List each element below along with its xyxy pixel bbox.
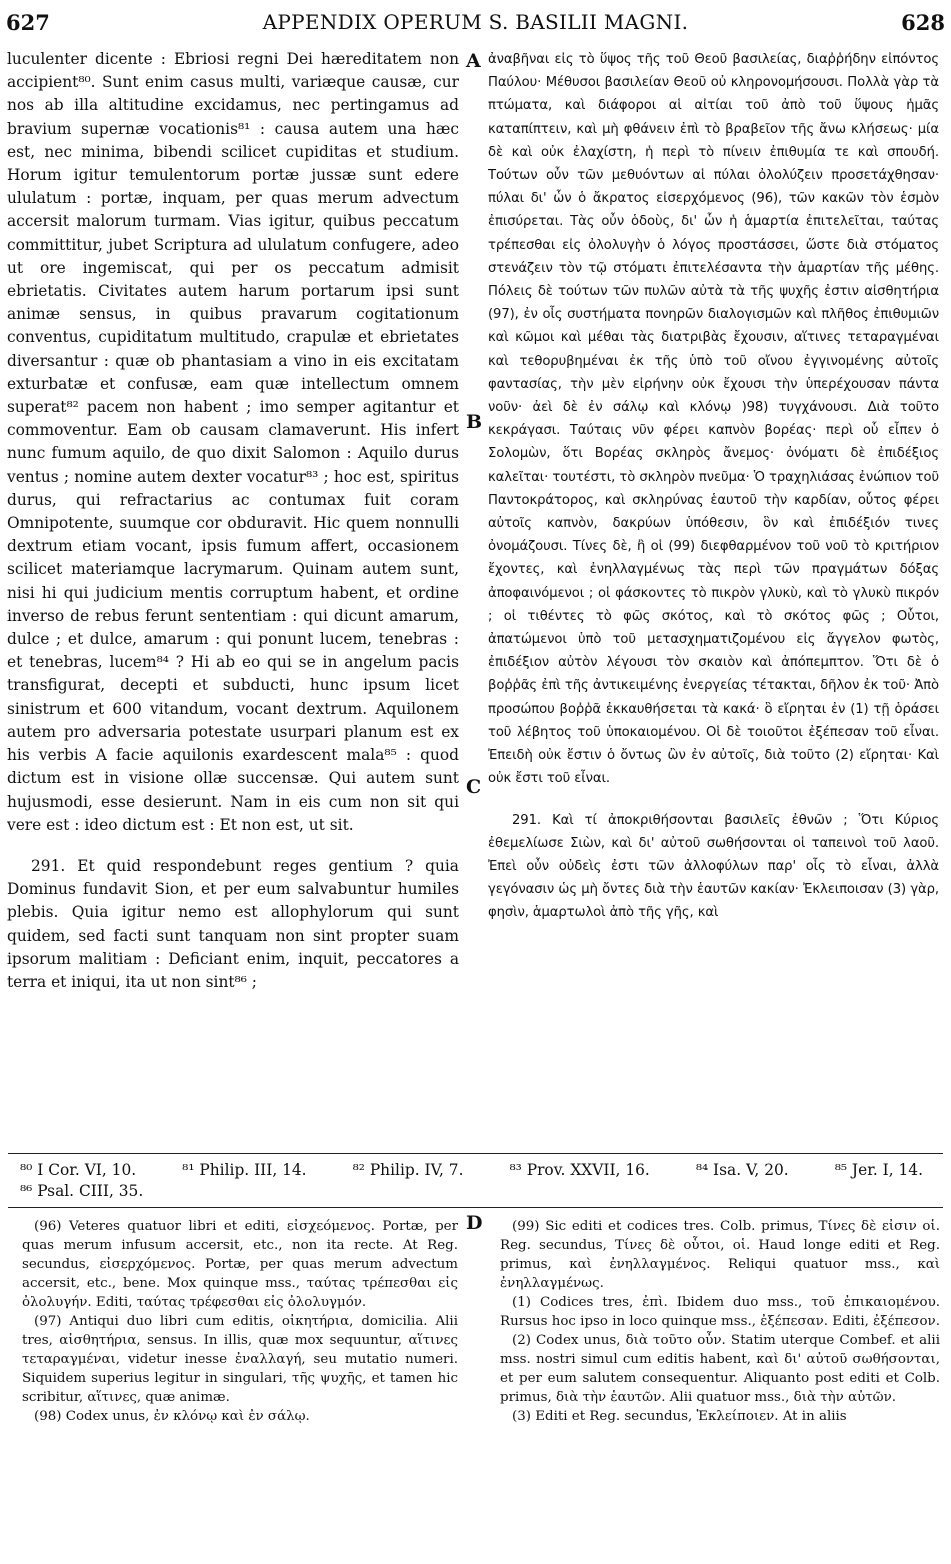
footnote-row [20, 1160, 941, 1181]
latin-column [7, 48, 459, 994]
note-96: (96) Veteres quatuor libri et editi, εἰσχεόμενος. Portæ, per quas merum infusum accersit, etc., non ita recte. At Reg. secundus, εἰσερχόμενος. Portæ, per quas merum advectum accersit, etc., bene. Mox quinque mss., ταύτας τρέπεσθαι εἰς ὀλολυγήν. Editi, ταύτας τρέφεσθαι εἰς ὀλολυγμόν. [22, 1219, 458, 1310]
footnote-divider [8, 1153, 943, 1154]
margin-marker-c: C [466, 776, 482, 798]
running-header [6, 6, 945, 36]
critical-notes-right [500, 1217, 940, 1426]
left-page-number: 627 [6, 10, 50, 35]
scripture-footnotes [20, 1160, 941, 1202]
note-97: (97) Antiqui duo libri cum editis, οἰκητήρια, domicilia. Alii tres, αἰσθητήρια, sensus. In illis, quæ mox sequuntur, αἵτινες τεταραγμέναι, videtur inesse ἐναλλαγή, seu mutatio numeri. Siquidem superius legitur in singulari, τῆς ψυχῆς, et tamen hic scribitur, αἵτινες, quæ animæ. [22, 1314, 458, 1405]
footnote-82: ⁸² Philip. IV, 7. [352, 1161, 464, 1179]
note-1: (1) Codices tres, ἐπὶ. Ibidem duo mss., τοῦ ἐπικαιομένου. Rursus hoc ipso in loco quinque mss., ἐξέπεσαν. Editi, ἐξέπεσον. [500, 1295, 940, 1329]
note-3: (3) Editi et Reg. secundus, Ἐκλείποιεν. At in aliis [512, 1409, 847, 1424]
margin-marker-d: D [466, 1212, 483, 1234]
footnote-83: ⁸³ Prov. XXVII, 16. [509, 1161, 650, 1179]
greek-paragraph-2: 291. Καὶ τί ἀποκριθήσονται βασιλεῖς ἐθνῶν ; Ὅτι Κύριος ἐθεμελίωσε Σιὼν, καὶ δι' αὐτοῦ σωθήσονται οἱ ταπεινοὶ τοῦ λαοῦ. Ἐπεὶ οὖν οὐδεὶς ἐστι τῶν ἀλλοφύλων παρ' οἷς τὸ εἶναι, ἀλλὰ γεγόνασιν ὡς μὴ ὄντες διὰ τὴν ἑαυτῶν κακίαν· Ἐκλειποισαν (3) γὰρ, φησὶν, ἁμαρτωλοὶ ἀπὸ τῆς γῆς, καὶ [488, 812, 939, 921]
footnote-84: ⁸⁴ Isa. V, 20. [695, 1161, 789, 1179]
margin-marker-b: B [466, 411, 483, 433]
note-2: (2) Codex unus, διὰ τοῦτο οὖν. Statim uterque Combef. et alii mss. nostri simul cum editis habent, καὶ δι' αὐτοῦ σωθήσονται, et per eum salutem consequentur. Aliquanto post editi et Colb. primus, διὰ τὴν ἑαυτῶν. Alii quatuor mss., διὰ τὴν αὐτῶν. [500, 1333, 940, 1405]
footnote-85: ⁸⁵ Jer. I, 14. [834, 1161, 923, 1179]
footnote-86: ⁸⁶ Psal. CIII, 35. [20, 1182, 144, 1200]
critical-notes-left [22, 1217, 458, 1426]
latin-paragraph-2: 291. Et quid respondebunt reges gentium ? quia Dominus fundavit Sion, et per eum salvabuntur humiles plebis. Quia igitur nemo est allophylorum qui sunt quidem, sed facti sunt tanquam non sint propter suam ipsorum malitiam : Deficiant enim, inquit, peccatores a terra et iniqui, ita ut non sint⁸⁶ ; [7, 856, 459, 991]
greek-paragraph-1: ἀναβῆναι εἰς τὸ ὕψος τῆς τοῦ Θεοῦ βασιλείας, διαῤῥήδην εἰπόντος Παύλου· Μέθυσοι βασιλείαν Θεοῦ οὐ κληρονομήσουσι. Πολλὰ γὰρ τὰ πτώματα, καὶ διάφοροι αἱ αἰτίαι τοῦ ἀπὸ τοῦ ὕψους ἡμᾶς καταπίπτειν, καὶ μὴ φθάνειν ἐπὶ τὸ βραβεῖον τῆς ἄνω κλήσεως· μία δὲ καὶ οὐκ ἐλαχίστη, ἡ περὶ τὸ πίνειν ἐπιθυμία τε καὶ σπουδή. Τούτων οὖν τῶν μεθυόντων αἱ πύλαι ὀλολύζειν προσετάχθησαν· πύλαι δι' ὧν ὁ ἄκρατος εἰσερχόμενος (96), τῶν κακῶν τὸν ἑσμὸν ἐπισύρεται. Τὰς οὖν ὁδοὺς, δι' ὧν ἡ ἁμαρτία ἐπιτελεῖται, ταύτας τρέπεσθαι εἰς ὀλολυγὴν ὁ λόγος προστάσσει, ὥστε διὰ στόματος στενάζειν τὸν τῷ στόματι ἐπιτελέσαντα τὴν ἁμαρτίαν τῆς μέθης. Πόλεις δὲ τούτων τῶν πυλῶν αὐτὰ τὰ τῆς ψυχῆς ἐστιν αἰσθητήρια (97), ἐν οἷς συστήματα πονηρῶν διαλογισμῶν καὶ πλῆθος ἐπιθυμιῶν καὶ κῶμοι καὶ μέθαι τὰς διατριβὰς ἔχουσιν, αἵτινες τεταραγμέναι καὶ τεθορυβημέναι ἐκ τῆς ὑπὸ τοῦ οἴνου ἐγγινομένης αὐτοῖς φαντασίας, τὴν μὲν εἰρήνην οὐκ ἔχουσι τὴν ὑπερέχουσαν πάντα νοῦν· ἀεὶ δὲ ἐν σάλῳ καὶ κλόνῳ )98) τυγχάνουσι. Διὰ τοῦτο κεκράγασι. Ταύταις νῦν φέρει καπνὸν βορέας· περὶ οὗ εἶπεν ὁ Σολομὼν, ὅτι Βορέας σκληρὸς ἄνεμος· ὀνόματι δὲ ἐπιδέξιος καλεῖται· τουτέστι, τὸ σκληρὸν πνεῦμα· Ὁ τραχηλιάσας ἐνώπιον τοῦ Παντοκράτορος, καὶ σκληρύνας ἑαυτοῦ τὴν καρδίαν, οὗτος φέρει αὐτοῖς καπνὸν, δακρύων ὑπόθεσιν, ὃν καὶ ἐπιδέξιόν τινες ὀνομάζουσι. Τίνες δὲ, ἢ οἱ (99) διεφθαρμένον τοῦ νοῦ τὸ κριτήριον ἔχοντες, καὶ ἐνηλλαγμένως τὰς περὶ τῶν πραγμάτων δόξας ἀποφαινόμενοι ; οἱ φάσκοντες τὸ πικρὸν γλυκὺ, καὶ τὸ γλυκὺ πικρόν ; οἱ τιθέντες τὸ φῶς σκότος, καὶ τὸ σκότος φῶς ; Οὗτοι, ἀπατώμενοι ὑπὸ τοῦ μετασχηματιζομένου εἰς ἄγγελον φωτὸς, ἐπιδέξιον αὐτὸν λέγουσι τὸν σκαιὸν καὶ ἀπόπεμπτον. Ὅτι δὲ ὁ βοῤῥᾶς ἐπὶ τῆς ἀντικειμένης ἐνεργείας τέτακται, δῆλον ἐκ τοῦ· Ἀπὸ προσώπου βοῤῥᾶ ἐκκαυθήσεται τὰ κακά· ὃ εἴρηται ἐν (1) τῇ ὁράσει τοῦ λέβητος τοῦ ὑποκαιομένου. Οἱ δὲ τοιοῦτοι ἐξέπεσαν τοῦ εἶναι. Ἐπειδὴ οὐκ ἔστιν ὁ ὄντως ὢν ἐν αὐτοῖς, διὰ τοῦτο (2) εἴρηται· Καὶ οὐκ ἔστι τοῦ εἶναι. [488, 52, 939, 787]
footnote-81: ⁸¹ Philip. III, 14. [182, 1161, 307, 1179]
greek-column [488, 48, 939, 925]
footnote-80: ⁸⁰ I Cor. VI, 10. [20, 1161, 137, 1179]
notes-divider [8, 1207, 943, 1208]
note-98: (98) Codex unus, ἐν κλόνῳ καὶ ἐν σάλῳ. [34, 1409, 310, 1424]
latin-paragraph-1: luculenter dicente : Ebriosi regni Dei hæreditatem non accipient⁸⁰. Sunt enim casus multi, variæque causæ, cur nos ab illa altitudine excidamus, nec pertingamus ad bravium supernæ vocationis⁸¹ : causa autem una hæc est, nec minima, bibendi scilicet cupiditas et studium. Horum igitur temulentorum portæ jussæ sunt edere ululatum : portæ, inquam, per quas merum advectum accersit malorum turmam. Vias igitur, quibus peccatum committitur, jubet Scriptura ad ululatum confugere, adeo ut ore ingemiscat, qui per os peccatum admisit ebrietatis. Civitates autem harum portarum ipsi sunt animæ sensus, in quibus pravarum cogitationum conventus, cupiditatum multitudo, crapulæ et ebrietates diversantur : quæ ob phantasiam a vino in eis excitatam exturbatæ et confusæ, eam quæ intellectum omnem superat⁸² pacem non habent ; imo semper agitantur et commoventur. Eam ob causam clamaverunt. His infert nunc fumum aquilo, de quo dixit Salomon : Aquilo durus ventus ; nomine autem dexter vocatur⁸³ ; hoc est, spiritus durus, qui refractarius ac contumax fuit coram Omnipotente, suumque cor obduravit. Hic quem nonnulli dextrum etiam vocant, ipsis fumum affert, occasionem scilicet materiamque lacrymarum. Quinam autem sunt, nisi hi qui judicium mentis corruptum habent, et ordine inverso de rebus ferunt sententiam : qui dicunt amarum, dulce ; et dulce, amarum : qui ponunt lucem, tenebras : et tenebras, lucem⁸⁴ ? Hi ab eo qui se in angelum pacis transfigurat, decepti et subducti, hunc ipsum licet sinistrum et 600 vitandum, vocant dextrum. Aquilonem autem pro adversaria potestate usurpari planum est ex his verbis A facie aquilonis exardescent mala⁸⁵ : quod dictum est in visione ollæ succensæ. Qui autem sunt hujusmodi, esse desierunt. Nam in eis cum non sit qui vere est : ideo dictum est : Et non est, ut sit. [7, 50, 459, 834]
running-title: APPENDIX OPERUM S. BASILII MAGNI. [262, 10, 689, 34]
right-page-number: 628 [901, 10, 945, 35]
note-99: (99) Sic editi et codices tres. Colb. primus, Τίνες δὲ εἰσιν οἱ. Reg. secundus, Τίνες δὲ οὗτοι, οἱ. Haud longe editi et Reg. primus, καὶ ἐνηλλαγμένος. Reliqui quatuor mss., καὶ ἐνηλλαγμένως. [500, 1219, 940, 1291]
margin-marker-a: A [466, 50, 481, 72]
